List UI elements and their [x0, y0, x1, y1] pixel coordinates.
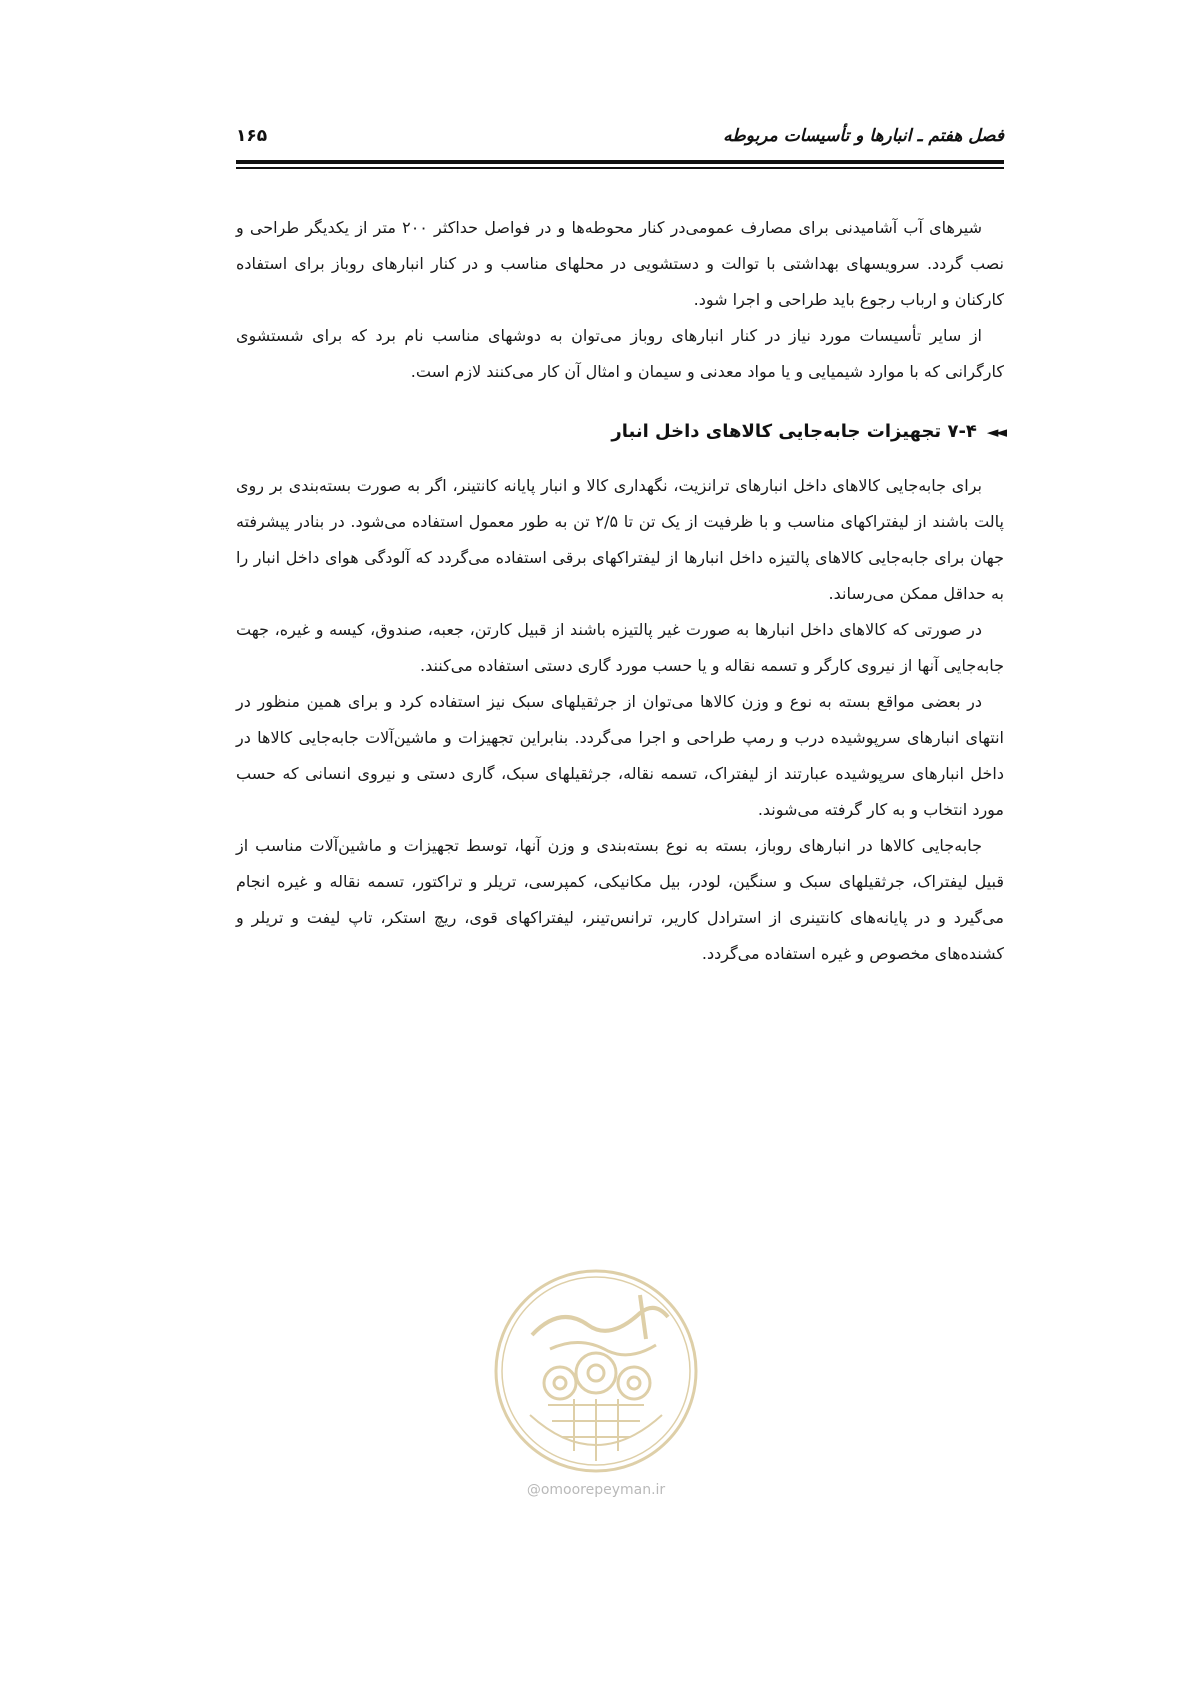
watermark-logo-icon [490, 1265, 702, 1477]
watermark-url [490, 1482, 702, 1498]
section-marker-icon: ◄◄ [986, 423, 1004, 441]
chapter-title: فصل هفتم ـ انبارها و تأسیسات مربوطه [723, 126, 1004, 146]
paragraph-water-fountains: شیرهای آب آشامیدنی برای مصارف عمومی‌در کنار محوطه‌ها و در فواصل حداکثر ۲۰۰ متر از یکدیگر طراحی و نصب گردد. سرویسهای بهداشتی با توالت و دستشویی در محلهای مناسب و در کنار انبارهای روباز برای استفاده کارکنان و ارباب رجوع باید طراحی و اجرا شود. [236, 218, 1004, 309]
page-body [236, 210, 1004, 972]
paragraph-showers: از سایر تأسیسات مورد نیاز در کنار انبارهای روباز می‌توان به دوشهای مناسب نام برد که برای شستشوی کارگرانی که با موارد شیمیایی و یا مواد معدنی و سیمان و امثال آن کار می‌کنند لازم است. [236, 326, 1004, 381]
header-rule-thin [236, 167, 1004, 169]
paragraph-non-palletized: در صورتی که کالاهای داخل انبارها به صورت غیر پالتیزه باشند از قبیل کارتن، جعبه، صندوق، کیسه و غیره، جهت جابه‌جایی آنها از نیروی کارگر و تسمه نقاله و یا حسب مورد گاری دستی استفاده می‌کنند. [236, 620, 1004, 675]
running-header [236, 126, 1004, 156]
copyright-icon: @ [526, 1482, 541, 1498]
paragraph-light-cranes: در بعضی مواقع بسته به نوع و وزن کالاها می‌توان از جرثقیلهای سبک نیز استفاده کرد و برای همین منظور در انتهای انبارهای سرپوشیده درب و رمپ طراحی و اجرا می‌گردد. بنابراین تجهیزات و ماشین‌آلات جابه‌جایی کالاها در داخل انبارهای سرپوشیده عبارتند از لیفتراک، تسمه نقاله، جرثقیلهای سبک، گاری دستی و نیروی انسانی که حسب مورد انتخاب و به کار گرفته می‌شوند. [236, 692, 1004, 819]
watermark-url-text: omoorepeyman.ir [540, 1482, 666, 1498]
header-rule-thick [236, 160, 1004, 164]
paragraph-open-storage-equipment: جابه‌جایی کالاها در انبارهای روباز، بسته به نوع بسته‌بندی و وزن آنها، توسط تجهیزات و ماشین‌آلات مناسب از قبیل لیفتراک، جرثقیلهای سبک و سنگین، لودر، بیل مکانیکی، کمپرسی، تریلر و تراکتور، تسمه نقاله و غیره انجام می‌گیرد و در پایانه‌های کانتینری از استرادل کاریر، ترانس‌تینر، لیفتراکهای قوی، ریچ استکر، تاپ لیفت و تریلر و کشنده‌های مخصوص و غیره استفاده می‌گردد. [236, 836, 1004, 963]
paragraph-forklifts: برای جابه‌جایی کالاهای داخل انبارهای ترانزیت، نگهداری کالا و انبار پایانه کانتینر، اگر به صورت بسته‌بندی بر روی پالت باشند از لیفتراکهای مناسب و با ظرفیت از یک تن تا ۲/۵ تن به طور معمول استفاده می‌شود. در بنادر پیشرفته جهان برای جابه‌جایی کالاهای پالتیزه داخل انبارها از لیفتراکهای برقی استفاده می‌گردد که آلودگی هوای داخل انبار را به حداقل ممکن می‌رساند. [236, 476, 1005, 603]
section-title: ۷-۴ تجهیزات جابه‌جایی کالاهای داخل انبار [611, 421, 977, 442]
section-heading [236, 416, 1004, 448]
page-number: ۱۶۵ [236, 126, 268, 146]
watermark-logo [490, 1265, 702, 1477]
